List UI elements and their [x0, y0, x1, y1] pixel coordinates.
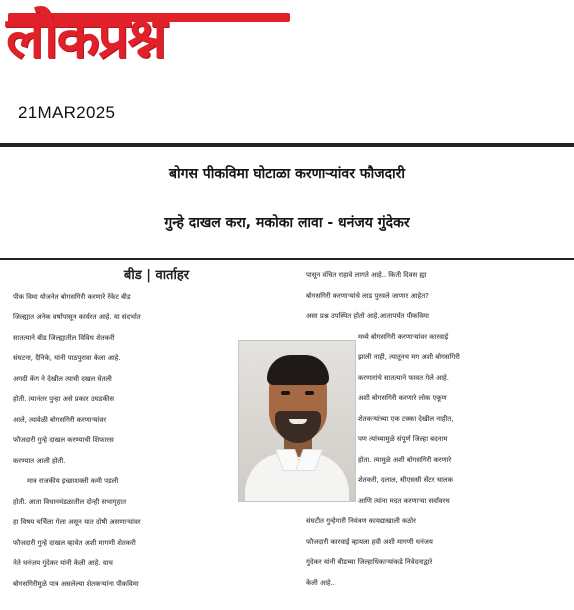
text-line: फौजदारी गुन्हे दाखल व्हावेत अशी मागणी शेतकरी	[13, 538, 136, 547]
headline	[4, 150, 570, 248]
headline-top-rule	[0, 143, 574, 147]
text-line: करण्यात आली होती.	[13, 456, 66, 465]
text-line: होती. त्यानंतर पुन्हा असे प्रकार उघडकीस	[13, 395, 115, 403]
text-line: आले, त्यावेळी बोगसगिरी करणाऱ्यांवर	[13, 415, 107, 424]
text-line: शेतकऱ्यांच्या एक टक्का देखील नाहीत,	[358, 414, 454, 423]
portrait-photo	[238, 340, 356, 502]
text-line: होती. आता विधानमंडळातील दोन्ही सभागृहात	[13, 497, 127, 506]
text-line: आणि त्यांना मदत करणाऱ्या सर्वांवरच	[358, 496, 450, 505]
headline-bottom-rule	[0, 258, 574, 260]
text-line: होता. त्यामुळे अशी बोगसगिरी करणारे	[358, 455, 452, 464]
text-line: मात्र राजकीय इच्छाशक्ती कमी पडली	[27, 477, 119, 485]
text-line: गुंदेकर यांनी बीडच्या जिल्हाधिकाऱ्यांकडे निवेदनाद्वारे	[306, 558, 433, 566]
text-line: पासून वंचित राहावे लागते आहे.. किती दिवस ह्या	[306, 271, 427, 279]
masthead	[6, 4, 296, 96]
text-line: हा विषय चर्चिला गेला असून यात दोषी असणाऱ्यांवर	[13, 518, 141, 526]
text-line: फौजदारी कारवाई व्हायला हवी अशी मागणी धनंजय	[306, 537, 433, 546]
text-line: असा प्रश्न उपस्थित होतो आहे.आतापर्यंत पीकविमा	[306, 312, 429, 320]
text-line: बोगसगिरीमुळे पात्र असलेल्या शेतकऱ्यांना पीकविमा	[13, 579, 139, 588]
text-line: झाली नाही, त्यातूनच मग अशी बोगसगिरी	[358, 353, 460, 361]
text-line: केली आहे..	[306, 578, 336, 587]
text-line: जिल्ह्यात अनेक वर्षांपासून कार्यरत आहे. या संदर्भात	[13, 313, 141, 321]
text-line: मध्ये बोगसगिरी करणाऱ्यांवर कारवाई	[358, 332, 449, 341]
text-line: सातत्याने बीड जिल्ह्यातील विविध शेतकरी	[13, 333, 115, 342]
headline-line-2: गुन्हे दाखल करा, मकोका लावा - धनंजय गुंदेकर	[164, 215, 410, 231]
text-line: बोगसगिरी करणाऱ्यांचे लाड पुरवले जाणार आहेत?	[306, 291, 429, 300]
text-line: पण त्यांच्यामुळे संपूर्ण जिल्हा बदनाम	[358, 435, 448, 443]
dateline: बीड | वार्ताहर	[123, 268, 190, 283]
text-line: संघटीत गुन्हेगारी नियंत्रण कायद्याखाली कठोर	[306, 517, 416, 525]
text-line: शेतकरी, दलाल, सीएससी सेंटर चालक	[358, 476, 453, 484]
text-line: नेते धनंजय गुंदेकर यांनी केली आहे. याच	[13, 559, 113, 567]
headline-line-1: बोगस पीकविमा घोटाळा करणाऱ्यांवर फौजदारी	[168, 166, 406, 182]
text-line: पीक विमा योजनेत बोगसगिरी करणारे रॅकेट बीड	[13, 292, 131, 301]
text-line: संघटना, दैनिके, यांनी पाठपुरावा केला आहे.	[13, 354, 121, 362]
text-line: अशी बोगसगिरी करणारे लोक एकूण	[358, 394, 447, 402]
publication-date: 21MAR2025	[18, 103, 116, 122]
newspaper-logo: लोकप्रश्न	[6, 6, 165, 71]
text-line: करणारांचे सातत्याने फावत गेले आहे.	[358, 373, 449, 382]
text-line: फौजदारी गुन्हे दाखल करण्याची शिफारस	[13, 436, 114, 444]
text-line: अगदी कॅग ने देखील त्याची दखल घेतली	[13, 374, 112, 383]
